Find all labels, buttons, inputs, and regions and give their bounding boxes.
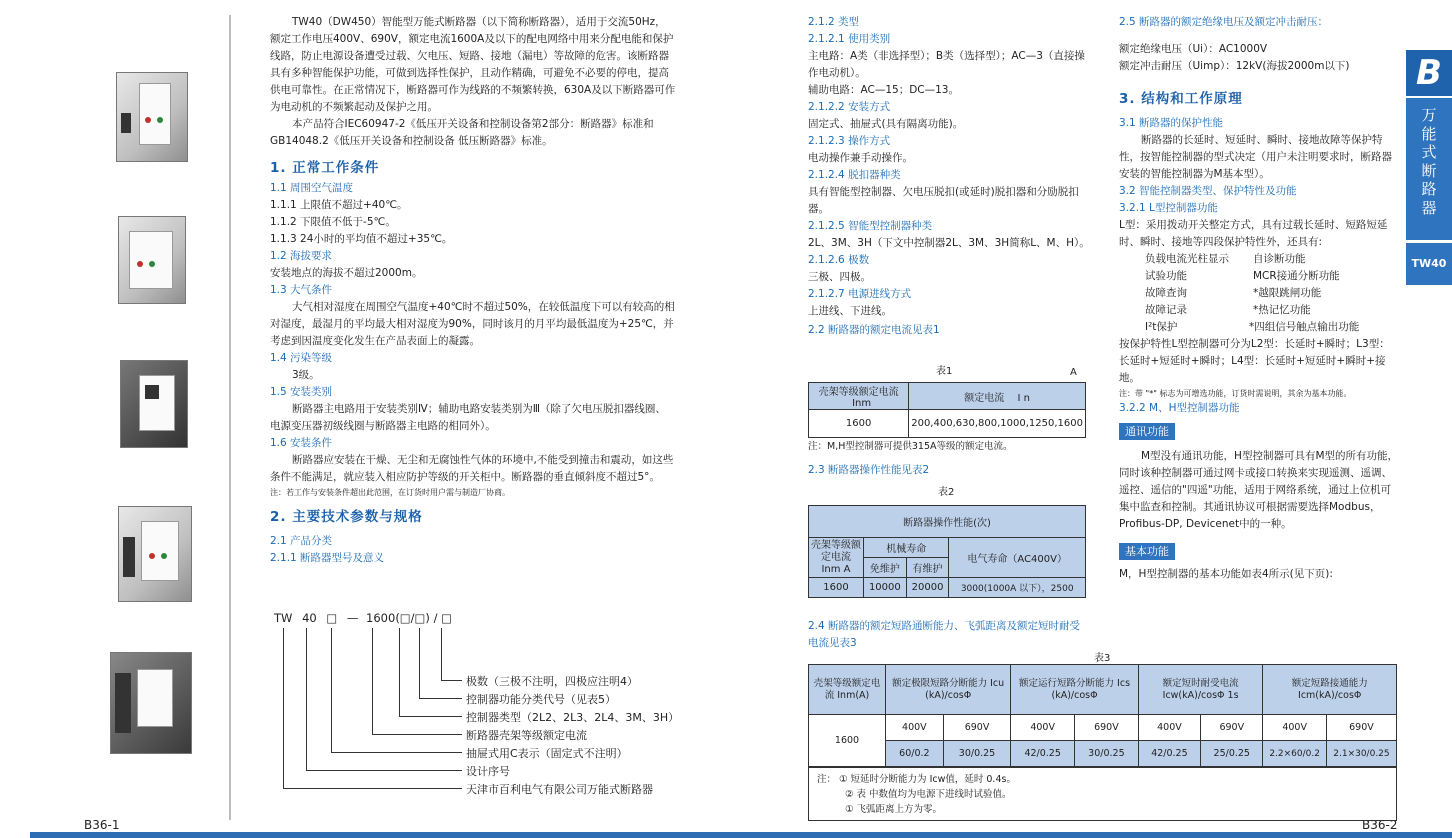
t1-header-rated-symbol: I n [1017,392,1030,404]
connector-v1 [441,628,442,681]
function-left-5: I²t保护 [1145,321,1178,333]
connector-h2 [419,698,462,699]
t3-header-icu: 额定极限短路分断能力 Icu (kA)/cosΦ [886,665,1011,715]
t3-value-2: 30/0.25 [943,741,1011,767]
section-tab-letter: B [1406,50,1452,96]
connector-v7 [283,628,284,789]
table-3-notes [808,767,1397,821]
function-right-4: *热记忆功能 [1253,304,1311,316]
s1-2-text: 安装地点的海拔不超过2000m。 [270,267,423,279]
s1-5-text: 断路器主电路用于安装类别Ⅳ；辅助电路安装类别为Ⅲ（除了欠电压脱扣器线圈、电源变压器初级线圈与断路器主电路的相同外）。 [270,403,666,432]
connector-v3 [399,628,400,717]
connector-h7 [283,788,462,789]
s2-1-2-7: 2.1.2.7 电源进线方式 [808,288,912,300]
model-code-part-5: / □ [433,611,452,625]
model-legend-1: 极数（三极不注明，四极应注明4） [466,675,638,688]
s1-1-1: 1.1.1 上限值不超过+40℃。 [270,199,408,211]
s1-5: 1.5 安装类别 [270,386,333,398]
function-left-2: 试验功能 [1145,270,1187,282]
s1-note: 注：若工作与安装条件超出此范围，在订货时用户需与制造厂协商。 [270,488,510,497]
aux-circuit: 辅助电路：AC—15；DC—13。 [808,84,959,96]
model-code-part-2: 40 [302,611,317,625]
t3-voltage-6: 690V [1201,715,1263,741]
t3-voltage-5: 400V [1138,715,1200,741]
function-right-1: 自诊断功能 [1253,253,1306,265]
table-2 [808,505,1086,598]
t2-value-frame: 1600 [809,578,864,598]
s1-6: 1.6 安装条件 [270,437,333,449]
t2-header-maint: 有维护 [906,558,949,578]
s1-1-3: 1.1.3 24小时的平均值不超过+35℃。 [270,233,453,245]
column-1 [270,14,676,567]
s1-6-text: 断路器应安装在干燥、无尘和无腐蚀性气体的环境中,不能受到撞击和震动，如这些条件不能满足，就应装入相应防护等级的开关柜中。断路器的垂直倾斜度不超过5°。 [270,454,674,483]
t2-header-mech: 机械寿命 [864,538,949,558]
s3-2-1-text: L型：采用拨动开关整定方式，具有过载长延时、短路短延时、瞬时、接地等四段保护特性外，还具有: [1119,219,1388,248]
t3-voltage-8: 690V [1326,715,1396,741]
t2-value-maint: 20000 [906,578,949,598]
connector-v6 [306,628,307,771]
t2-header-frame: 壳架等级额定电流 Inm A [809,538,864,578]
table-2-caption: 表2 [938,487,955,498]
model-legend-3: 控制器类型（2L2、2L3、2L4、3M、3H） [466,711,680,724]
comm-function-badge: 通讯功能 [1119,423,1175,440]
connector-h5 [331,752,462,753]
function-right-3: *越限跳闸功能 [1253,287,1322,299]
t3-value-5: 42/0.25 [1138,741,1200,767]
model-code-dash: — [346,611,359,625]
model-legend-6: 设计序号 [466,765,510,778]
t3-header-icw: 额定短时耐受电流 Icw(kA)/cosΦ 1s [1138,665,1263,715]
s2-1-2-5: 2.1.2.5 智能型控制器种类 [808,220,933,232]
s1-1-2: 1.1.2 下限值不低于-5℃。 [270,216,396,228]
t2-value-elec: 3000(1000A 以下），2500 [949,578,1086,598]
s1-4-text: 3级。 [292,369,320,381]
rated-insulation-voltage: 额定绝缘电压（Ui）：AC1000V [1119,43,1268,55]
t1-value-rated: 200,400,630,800,1000,1250,1600 [909,410,1086,438]
s2-1-2-4-text: 具有智能型控制器、欠电压脱扣(或延时)脱扣器和分励脱扣器。 [808,186,1079,215]
s2-1-2-7-text: 上进线、下进线。 [808,305,892,317]
function-left-3: 故障查询 [1145,287,1187,299]
t3-frame-value: 1600 [809,715,886,767]
s3-2-1-text-2: 按保护特性L型控制器可分为L2型：长延时+瞬时；L3型：长延时+短延时+瞬时；L4型：长延时+短延时+瞬时+接地。 [1119,338,1390,384]
s1-4: 1.4 污染等级 [270,352,333,364]
column-divider [229,15,231,820]
basic-function-text: M，H型控制器的基本功能如表4所示(见下页): [1119,568,1333,580]
t3-note-2: ② 表 中数值均为电源下进线时试验值。 [845,789,1012,800]
section-tab-model: TW40 [1406,243,1452,285]
model-legend-5: 抽屉式用C表示（固定式不注明） [466,747,628,760]
table-1-note: 注：M,H型控制器可提供315A等级的额定电流。 [808,441,1013,452]
table-1-unit: A [1070,367,1077,378]
t3-voltage-4: 690V [1075,715,1139,741]
connector-v4 [372,628,373,735]
connector-h6 [306,770,462,771]
t1-header-frame-label: 壳架等级额定电流 [818,387,899,398]
section-tab-vertical-text: 万能式断路器 [1421,106,1437,217]
function-right-2: MCR接通分断功能 [1253,270,1340,282]
s2-1-2-6-text: 三极、四极。 [808,271,871,283]
main-circuit: 主电路：A类（非选择型）；B类（选择型）；AC—3（直接操作电动机）。 [808,50,1085,79]
t3-value-6: 25/0.25 [1201,741,1263,767]
breaker-photo-3 [120,360,188,448]
t3-voltage-3: 400V [1011,715,1075,741]
s2-1-2-3: 2.1.2.3 操作方式 [808,135,891,147]
s1-2: 1.2 海拔要求 [270,250,333,262]
t3-voltage-1: 400V [886,715,944,741]
t3-value-8: 2.1×30/0.25 [1326,741,1396,767]
s3-1: 3.1 断路器的保护性能 [1119,117,1224,129]
table-3-caption: 表3 [1094,653,1111,664]
column-3 [1119,14,1399,583]
table-3 [808,664,1397,767]
t2-header-free: 免维护 [864,558,907,578]
page-number-left: B36-1 [84,818,120,832]
function-left-4: 故障记录 [1145,304,1187,316]
model-legend-2: 控制器功能分类代号（见表5） [466,693,616,706]
t3-header-icm: 额定短路接通能力 Icm(kA)/cosΦ [1263,665,1397,715]
t3-value-1: 60/0.2 [886,741,944,767]
t1-value-frame: 1600 [809,410,909,438]
t3-header-frame: 壳架等级额定电流 Inm(A) [809,665,886,715]
s3-1-text: 断路器的长延时、短延时、瞬时、接地故障等保护特性，按智能控制器的型式决定（用户未注明要求时，断路器安装的智能控制器为M基本型）。 [1119,134,1392,180]
intro-paragraph-2: 本产品符合IEC60947-2《低压开关设备和控制设备第2部分：断路器》标准和GB14048.2《低压开关设备和控制设备 低压断路器》标准。 [270,118,654,147]
s3-2-2: 3.2.2 M、H型控制器功能 [1119,402,1240,414]
model-code [274,611,452,625]
s2-3: 2.3 断路器操作性能见表2 [808,464,930,476]
t3-voltage-7: 400V [1263,715,1326,741]
s2-2: 2.2 断路器的额定电流见表1 [808,324,940,336]
comm-function-text: M型没有通讯功能，H型控制器可具有M型的所有功能，同时该种控制器可通过网卡或接口转换来实现遥测、遥调、遥控、遥信的"四遥"功能，适用于网络系统，通过上位机可集中监查和控制。其通讯协议可根据需要选择Modbus，Profibus-DP, Devicenet中的一种。 [1119,450,1399,530]
model-legend-4: 断路器壳架等级额定电流 [466,729,587,742]
s2-1-2-2-text: 固定式、抽屉式(具有隔离功能)。 [808,118,964,130]
t1-header-rated [909,383,1086,410]
bottom-bar [30,832,1452,838]
function-right-5: *四组信号触点输出功能 [1249,321,1360,333]
section-1-heading: 1. 正常工作条件 [270,160,380,176]
connector-h3 [399,716,462,717]
s2-4: 2.4 断路器的额定短路通断能力、飞弧距离及额定短时耐受电流见表3 [808,620,1081,649]
t3-value-7: 2.2×60/0.2 [1263,741,1326,767]
s2-1-2-5-text: 2L、3M、3H（下文中控制器2L、3M、3H简称L、M、H）。 [808,237,1090,249]
model-code-part-4: 1600(□/□) [366,611,430,625]
function-left-1: 负载电流光柱显示 [1145,253,1229,265]
s2-5: 2.5 断路器的额定绝缘电压及额定冲击耐压： [1119,16,1329,28]
t3-header-ics: 额定运行短路分断能力 Ics (kA)/cosΦ [1011,665,1138,715]
t1-header-rated-label: 额定电流 [964,392,1005,404]
s2-1-1: 2.1.1 断路器型号及意义 [270,552,385,564]
s2-1: 2.1 产品分类 [270,535,333,547]
section-3-heading: 3. 结构和工作原理 [1119,91,1243,107]
t3-voltage-2: 690V [943,715,1011,741]
section-tab-vertical [1406,98,1452,240]
s3-2-1-note: 注：带 "*" 标志为可增选功能，订货时需说明，其余为基本功能。 [1119,389,1352,398]
s2-1-2-6: 2.1.2.6 极数 [808,254,870,266]
t3-value-3: 42/0.25 [1011,741,1075,767]
t2-value-free: 10000 [864,578,907,598]
t1-header-frame [809,383,909,410]
breaker-photo-4 [118,506,192,602]
s1-1: 1.1 周围空气温度 [270,182,354,194]
table-1 [808,382,1086,438]
basic-function-badge: 基本功能 [1119,543,1175,560]
connector-h4 [372,734,462,735]
s1-3-text: 大气相对湿度在周围空气温度+40℃时不超过50%，在较低温度下可以有较高的相对湿度，最湿月的平均最大相对湿度为90%，同时该月的月平均最低温度为+25℃，并考虑到因温度变化发生在产品表面上的凝露。 [270,301,675,347]
connector-v5 [331,628,332,753]
model-legend-7: 天津市百利电气有限公司万能式断路器 [466,783,653,796]
s1-3: 1.3 大气条件 [270,284,333,296]
function-list [1119,251,1399,336]
s2-1-2-2: 2.1.2.2 安装方式 [808,101,891,113]
t3-note-3: ① 飞弧距离上方为零。 [845,804,943,815]
s3-2-1: 3.2.1 L型控制器功能 [1119,202,1218,214]
section-2-heading: 2. 主要技术参数与规格 [270,509,423,525]
table-1-caption: 表1 [936,366,953,377]
t3-note-1: 注： ① 短延时分断能力为 Icw值，延时 0.4s。 [817,774,1016,785]
model-code-part-1: TW [274,611,293,625]
s2-1-2: 2.1.2 类型 [808,16,860,28]
breaker-photo-1 [116,72,188,162]
s2-1-2-3-text: 电动操作兼手动操作。 [808,152,913,164]
s2-1-2-4: 2.1.2.4 脱扣器种类 [808,169,901,181]
column-2 [808,14,1090,339]
intro-paragraph-1: TW40（DW450）智能型万能式断路器（以下简称断路器），适用于交流50Hz，额定工作电压400V、690V，额定电流1600A及以下的配电网络中用来分配电能和保护线路，防止电源设备遭受过载、欠电压、短路、接地（漏电）等故障的危害。该断路器具有多种智能保护功能，可做到选择性保护，且动作精确，可避免不必要的停电，提高供电可靠性。在正常情况下，断路器可作为线路的不频繁转换，630A及以下断路器可作为电动机的不频繁起动及保护之用。 [270,16,676,113]
t2-header-elec: 电气寿命（AC400V） [949,538,1086,578]
s3-2: 3.2 智能控制器类型、保护特性及功能 [1119,185,1297,197]
t2-title: 断路器操作性能(次) [809,506,1086,538]
breaker-photo-5 [110,652,192,754]
connector-v2 [419,628,420,699]
rated-impulse-voltage: 额定冲击耐压（Uimp）：12kV(海拔2000m以下) [1119,60,1350,72]
model-code-part-3: □ [326,611,338,625]
breaker-photo-2 [118,216,186,304]
t1-header-frame-symbol: Inm [852,398,872,409]
page-number-right: B36-2 [1362,818,1398,832]
connector-h1 [441,680,462,681]
s2-1-2-1: 2.1.2.1 使用类别 [808,33,891,45]
t3-value-4: 30/0.25 [1075,741,1139,767]
